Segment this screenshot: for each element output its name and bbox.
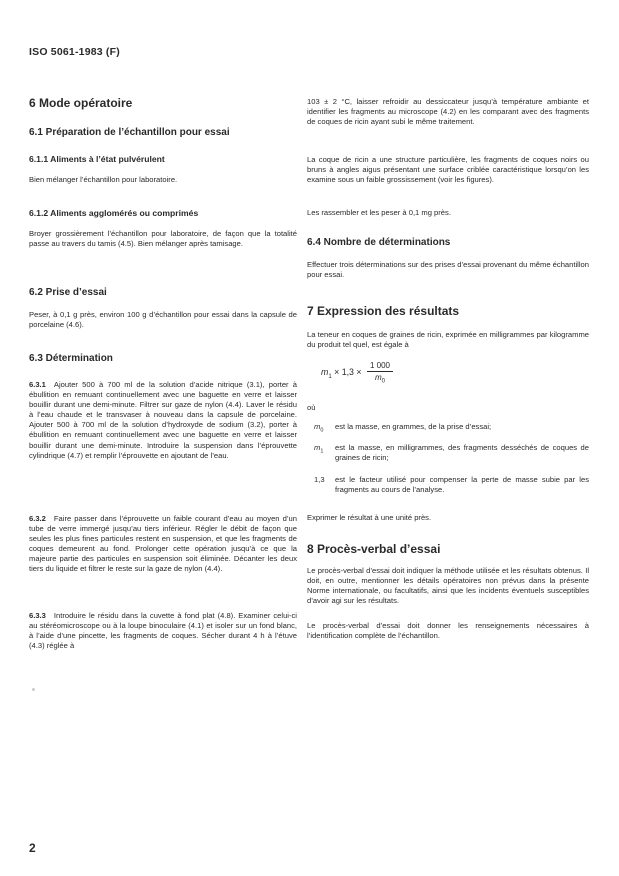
ou-text: où xyxy=(307,403,316,412)
section-6-1-2-title: 6.1.2 Aliments agglomérés ou comprimés xyxy=(29,208,199,218)
section-6-3-title: 6.3 Détermination xyxy=(29,353,113,364)
formula-factor: × 1,3 × xyxy=(331,367,364,378)
section-6-2-text: Peser, à 0,1 g près, environ 100 g d’échantillon pour essai dans la capsule de porcelaine (4.6). xyxy=(29,310,297,330)
result-formula xyxy=(321,361,393,385)
weighing-text: Les rassembler et les peser à 0,1 mg près. xyxy=(307,208,451,217)
section-6-1-1-text: Bien mélanger l’échantillon pour laboratoire. xyxy=(29,175,178,184)
section-6-4-title: 6.4 Nombre de déterminations xyxy=(307,237,451,248)
variable-factor-text: est le facteur utilisé pour compenser la perte de masse subie par les fragments au cours de l’analyse. xyxy=(335,475,589,495)
scan-speck xyxy=(32,688,35,691)
variable-factor-symbol: 1,3 xyxy=(314,475,325,484)
variable-m0-symbol: $m_0$ xyxy=(314,422,324,434)
section-6-3-1-body: Ajouter 500 à 700 ml de la solution d’acide nitrique (3.1), porter à ébullition en remuant continuellement avec une baguette en verre et laisser bouillir durant une demi-minute. Filtrer sur gaze de nylon (4.4). Laver le résidu à l’eau chaude et le transvaser à nouveau dans la capsule de porcelaine. Ajouter 500 à 700 ml de la solution d’hydroxyde de sodium (3.2), porter à ébullition en remuant continuellement avec une baguette en verre et laisser bouillir durant une demi-minute. Introduire la suspension dans l’éprouvette cylindrique (4.7) et remplir l’éprouvette en ajoutant de l’eau. xyxy=(29,380,297,460)
section-8-paragraph-1: Le procès-verbal d’essai doit indiquer la méthode utilisée et les résultats obtenus. Il doit, en outre, mentionner les détails opératoires non prévus dans la présente Norme internationale, ou facultatifs, ainsi que les incidents éventuels susceptibles d’avoir agi sur les résultats. xyxy=(307,566,589,606)
continuation-text: 103 ± 2 °C, laisser refroidir au dessiccateur jusqu’à température ambiante et identifier les fragments au microscope (4.2) en les comparant avec des fragments de coques de ricin ayant subi le même traitement. xyxy=(307,97,589,127)
section-6-1-1-title: 6.1.1 Aliments à l’état pulvérulent xyxy=(29,154,165,164)
section-6-3-3-body: Introduire le résidu dans la cuvette à fond plat (4.8). Examiner celui-ci au stéréomicroscope ou à la loupe binoculaire (4.1) et isoler sur un fond blanc, à l’aide d’une pincette, les fragments de coques. Sécher durant 4 h à l’étuve (4.3) réglée à xyxy=(29,611,297,651)
section-6-3-2-body: Faire passer dans l’éprouvette un faible courant d’eau au moyen d’un tube de verre immergé jusqu’au tiers inférieur. Régler le débit de façon que seules les plus fines particules restent en suspension, et que les fragments de coques demeurent au fond. Prolonger cette opération jusqu’à ce que la majeure partie des particules en suspension soit éliminée. Décanter les deux tiers du liquide et filtrer le reste sur la gaze de nylon (4.4). xyxy=(29,514,297,574)
section-6-3-3-text xyxy=(29,611,297,651)
formula-fraction xyxy=(367,361,393,385)
section-6-3-1-text xyxy=(29,380,297,461)
standard-reference: ISO 5061-1983 (F) xyxy=(29,46,120,58)
section-6-1-2-text: Broyer grossièrement l’échantillon pour laboratoire, de façon que la totalité passe au travers du tamis (4.5). Bien mélanger après tamisage. xyxy=(29,229,297,249)
section-6-title: 6 Mode opératoire xyxy=(29,96,133,110)
section-6-4-text: Effectuer trois déterminations sur des prises d’essai provenant du même échantillon pour essai. xyxy=(307,260,589,280)
formula-denominator: $m_0$ xyxy=(374,373,385,385)
section-6-3-2-number: 6.3.2 xyxy=(29,514,46,523)
formula-numerator: 1 000 xyxy=(367,361,393,372)
section-6-3-3-number: 6.3.3 xyxy=(29,611,46,620)
section-6-3-2-text xyxy=(29,514,297,575)
ricin-structure-text: La coque de ricin a une structure particulière, les fragments de coques noirs ou bruns à angles aigus présentant une surface criblée caractéristique lorsqu’on les examine sous un faible grossissement (voir les figures). xyxy=(307,155,589,185)
section-7-intro: La teneur en coques de graines de ricin, exprimée en milligrammes par kilogramme du produit tel quel, est égale à xyxy=(307,330,589,350)
page-number: 2 xyxy=(29,841,36,855)
variable-m1-text: est la masse, en milligrammes, des fragments desséchés de coques de graines de ricin; xyxy=(335,443,589,463)
variable-m1-symbol: $m_1$ xyxy=(314,443,324,455)
precision-text: Exprimer le résultat à une unité près. xyxy=(307,513,432,522)
section-6-2-title: 6.2 Prise d’essai xyxy=(29,287,107,298)
variable-m0-text: est la masse, en grammes, de la prise d’essai; xyxy=(335,422,492,431)
section-8-title: 8 Procès-verbal d’essai xyxy=(307,542,441,556)
formula-m1: $m_1$ xyxy=(321,367,332,380)
section-7-title: 7 Expression des résultats xyxy=(307,304,460,318)
section-8-paragraph-2: Le procès-verbal d’essai doit donner les renseignements nécessaires à l’identification complète de l’échantillon. xyxy=(307,621,589,641)
section-6-3-1-number: 6.3.1 xyxy=(29,380,46,389)
section-6-1-title: 6.1 Préparation de l’échantillon pour essai xyxy=(29,127,230,138)
